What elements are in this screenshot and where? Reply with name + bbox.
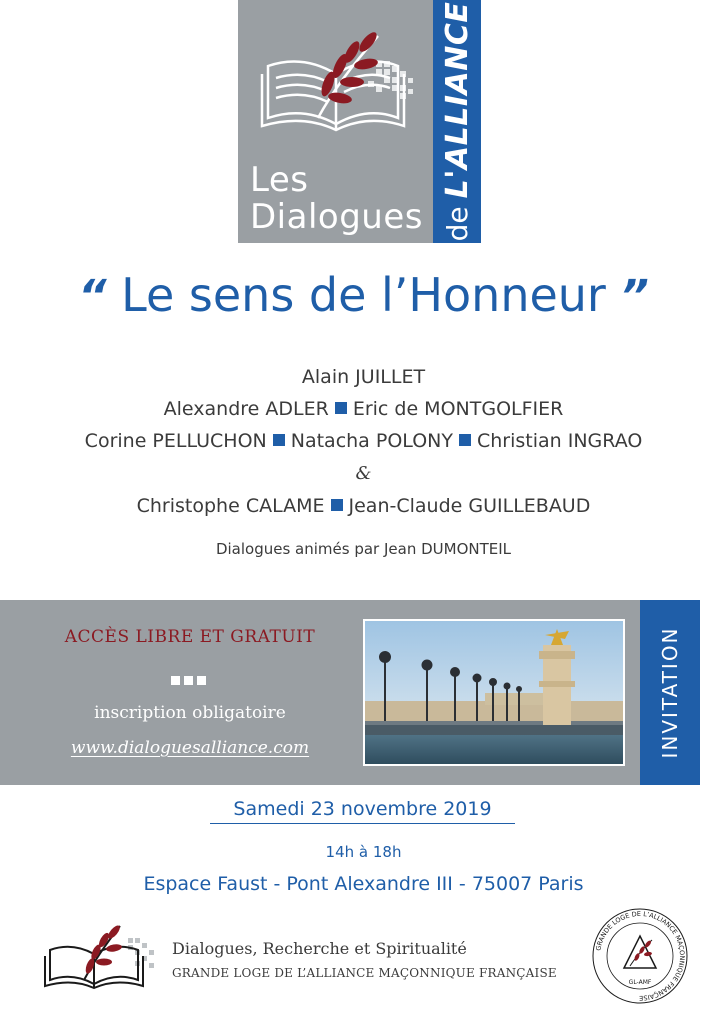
speakers-line [0,393,727,425]
event-date: Samedi 23 novembre 2019 [233,798,492,820]
speaker-name: Christian INGRAO [476,430,643,452]
logo-text-les: Les [250,160,309,200]
speakers-line [0,425,727,457]
separator-square-icon [273,434,285,446]
close-quote: ” [620,271,649,322]
speakers-line [0,490,727,522]
logo-text-de: de [440,206,474,242]
bridge-illustration [365,621,623,764]
website-link[interactable]: www.dialoguesalliance.com [70,738,310,758]
dots-separator-icon [163,676,213,686]
open-book-olive-branch-icon [248,26,423,136]
seal-abbrev: GL-AMF [628,979,652,986]
separator-square-icon [459,434,471,446]
speaker-name: Christophe CALAME [136,495,325,517]
page-title [0,268,727,322]
speaker-name: Alain JUILLET [301,366,426,388]
logo-text-alliance: L'ALLIANCE [439,1,475,199]
speakers-line [0,457,727,490]
logo-panel [238,0,433,243]
logo-vertical-bar [433,0,481,243]
logo-text-dialogues: Dialogues [250,197,423,237]
open-quote: “ [78,271,107,322]
moderator-line: Dialogues animés par Jean DUMONTEIL [215,540,512,558]
pont-alexandre-iii-photo [363,619,625,766]
event-time: 14h à 18h [325,843,402,861]
ampersand: & [355,463,372,484]
separator-square-icon [335,402,347,414]
separator-square-icon [331,499,343,511]
speaker-name: Eric de MONTGOLFIER [352,398,564,420]
footer-book-logo-icon [40,920,158,990]
invitation-bar [640,600,700,785]
speaker-name: Corine PELLUCHON [84,430,267,452]
invitation-label: INVITATION [658,626,682,759]
free-access-label: ACCÈS LIBRE ET GRATUIT [64,627,316,647]
footer-organization: GRANDE LOGE DE L’ALLIANCE MAÇONNIQUE FRANÇAISE [172,966,557,980]
seal-ring-text: GRANDE LOGE DE L’ALLIANCE MAÇONNIQUE FRANÇAISE [594,909,687,1003]
masonic-seal-icon [590,906,690,1006]
speakers-list [0,361,727,522]
date-underline [210,823,515,824]
speaker-name: Natacha POLONY [290,430,453,452]
title-text: Le sens de l’Honneur [121,268,606,322]
speaker-name: Jean-Claude GUILLEBAUD [348,495,591,517]
event-place: Espace Faust - Pont Alexandre III - 75007 Paris [143,873,584,895]
speakers-line [0,361,727,393]
footer-tagline: Dialogues, Recherche et Spiritualité [172,939,467,958]
registration-label: inscription obligatoire [94,703,286,723]
speaker-name: Alexandre ADLER [163,398,329,420]
